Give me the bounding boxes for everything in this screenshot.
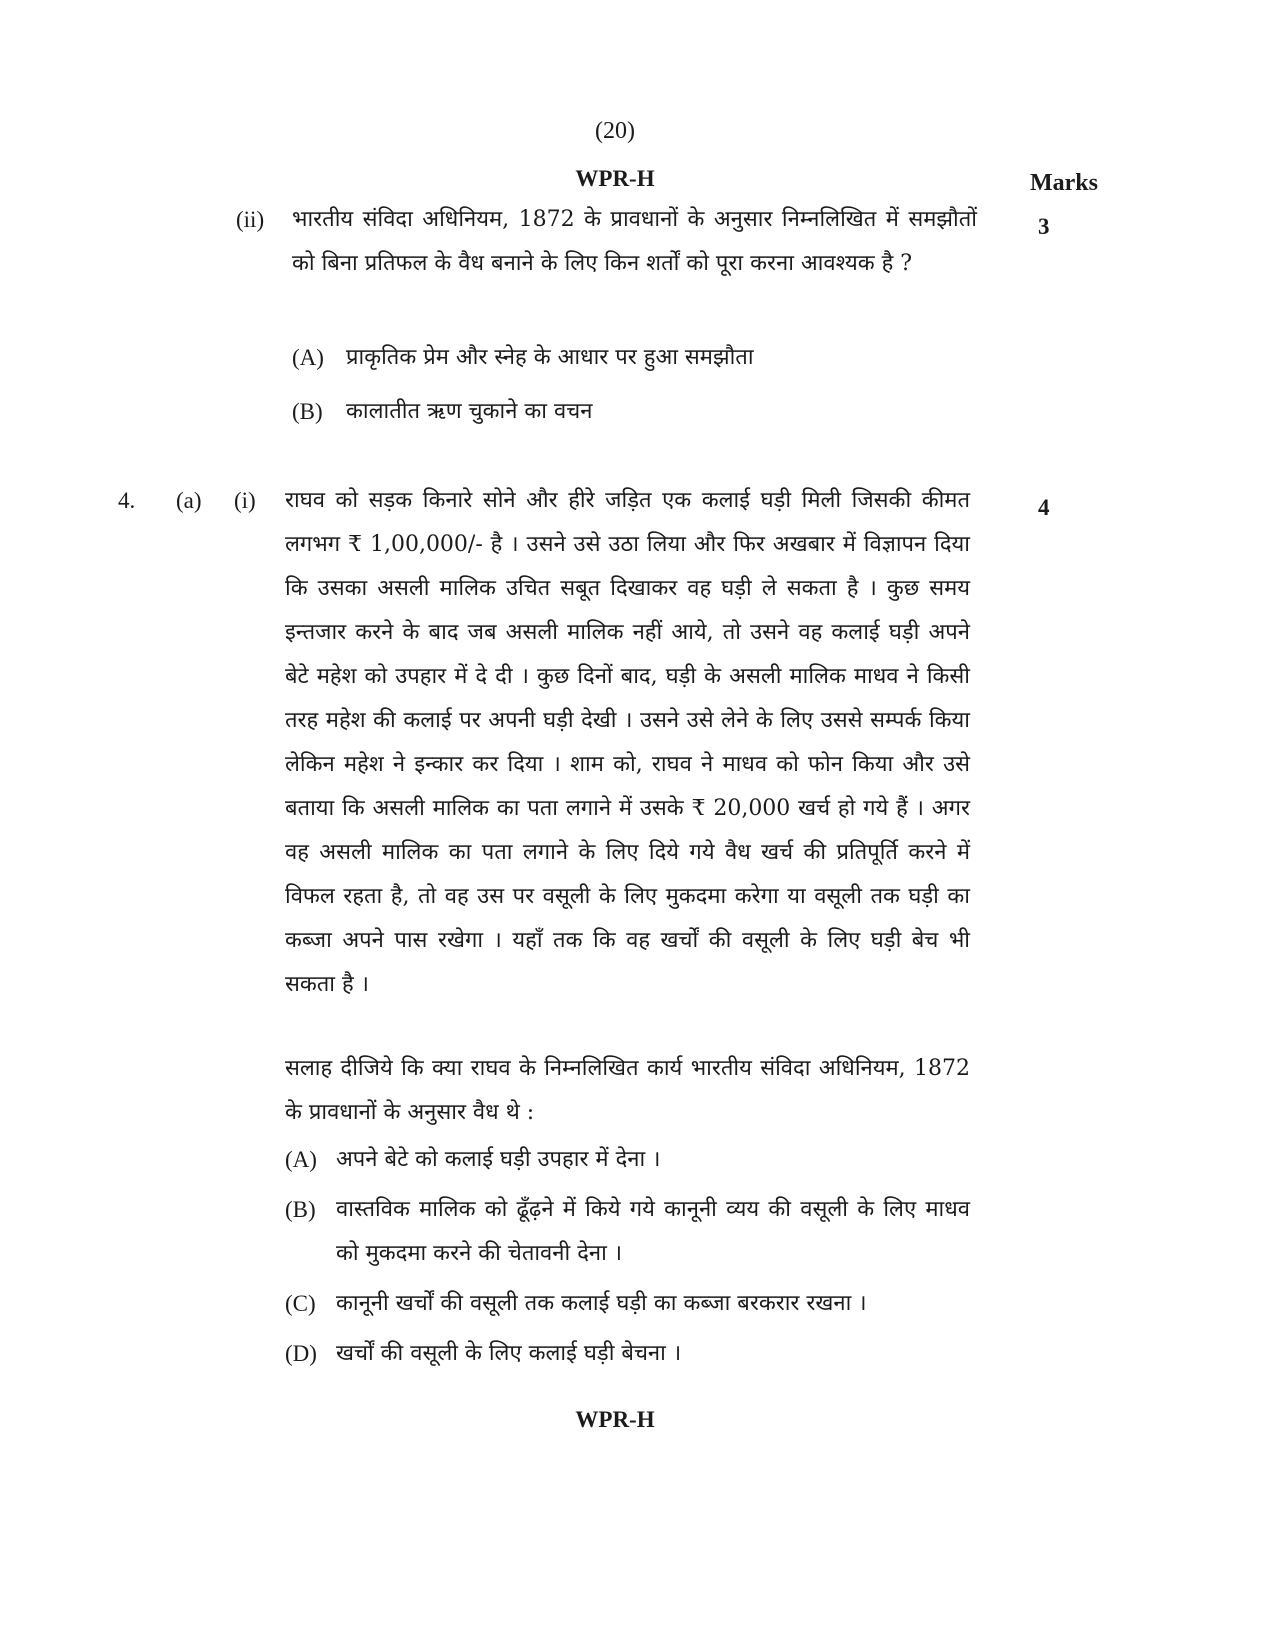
q3-option-b-label: (B) xyxy=(292,399,323,424)
q4-sub-a: (a) xyxy=(176,488,202,513)
q4-number: 4. xyxy=(118,488,136,513)
q3-part-ii-label: (ii) xyxy=(236,207,265,232)
q3-part-ii-text: भारतीय संविदा अधिनियम, 1872 के प्रावधानों के अनुसार निम्नलिखित में समझौतों को बिना प्रतिफल के वैध बनाने के लिए किन शर्तों को पूरा करना आवश्यक है ? xyxy=(292,207,977,276)
q4-case-text: राघव को सड़क किनारे सोने और हीरे जड़ित एक कलाई घड़ी मिली जिसकी कीमत लगभग ₹ 1,00,000/- है । उसने उसे उठा लिया और फिर अखबार में विज्ञापन दिया कि उसका असली मालिक उचित सबूत दिखाकर वह घड़ी ले सकता है । कुछ समय इन्तजार करने के बाद जब असली मालिक नहीं आये, तो उसने वह कलाई घड़ी अपने बेटे महेश को उपहार में दे दी । कुछ दिनों बाद, घड़ी के असली मालिक माधव ने किसी तरह महेश की कलाई पर अपनी घड़ी देखी । उसने उसे लेने के लिए उससे सम्पर्क किया लेकिन महेश ने इन्कार कर दिया । शाम को, राघव ने माधव को फोन किया और उसे बताया कि असली मालिक का पता लगाने में उसके ₹ 20,000 खर्च हो गये हैं । अगर वह असली मालिक का पता लगाने के लिए दिये गये वैध खर्च की प्रतिपूर्ति करने में विफल रहता है, तो वह उस पर वसूली के लिए मुकदमा करेगा या वसूली तक घड़ी का कब्जा अपने पास रखेगा । यहाँ तक कि वह खर्चों की वसूली के लिए घड़ी बेच भी सकता है । xyxy=(285,488,971,997)
q4-option-d-text: खर्चों की वसूली के लिए कलाई घड़ी बेचना । xyxy=(336,1341,682,1366)
paper-code-header: WPR-H xyxy=(575,166,655,191)
paper-code-footer: WPR-H xyxy=(575,1407,655,1432)
q4-sub-i: (i) xyxy=(234,488,256,513)
q4-option-b-text: वास्तविक मालिक को ढूँढ़ने में किये गये कानूनी व्यय की वसूली के लिए माधव को मुकदमा करने की चेतावनी देना । xyxy=(336,1197,970,1266)
q4-option-c-text: कानूनी खर्चों की वसूली तक कलाई घड़ी का कब्जा बरकरार रखना । xyxy=(336,1291,867,1316)
marks-heading: Marks xyxy=(1030,170,1098,196)
q4-option-d-label: (D) xyxy=(285,1341,317,1366)
page-number: (20) xyxy=(595,118,635,144)
q3-option-a-label: (A) xyxy=(292,345,324,370)
q3-option-a-text: प्राकृतिक प्रेम और स्नेह के आधार पर हुआ समझौता xyxy=(346,345,754,370)
q4-option-b-label: (B) xyxy=(285,1197,316,1222)
q4-option-c-label: (C) xyxy=(285,1291,316,1316)
q4-marks: 4 xyxy=(1038,495,1050,520)
q4-option-a-text: अपने बेटे को कलाई घड़ी उपहार में देना । xyxy=(336,1147,661,1172)
q4-advice-text: सलाह दीजिये कि क्या राघव के निम्नलिखित कार्य भारतीय संविदा अधिनियम, 1872 के प्रावधानों के अनुसार वैध थे : xyxy=(285,1056,970,1125)
q3-part-ii-marks: 3 xyxy=(1038,214,1050,239)
q4-option-a-label: (A) xyxy=(285,1147,317,1172)
q3-option-b-text: कालातीत ऋण चुकाने का वचन xyxy=(346,399,593,424)
